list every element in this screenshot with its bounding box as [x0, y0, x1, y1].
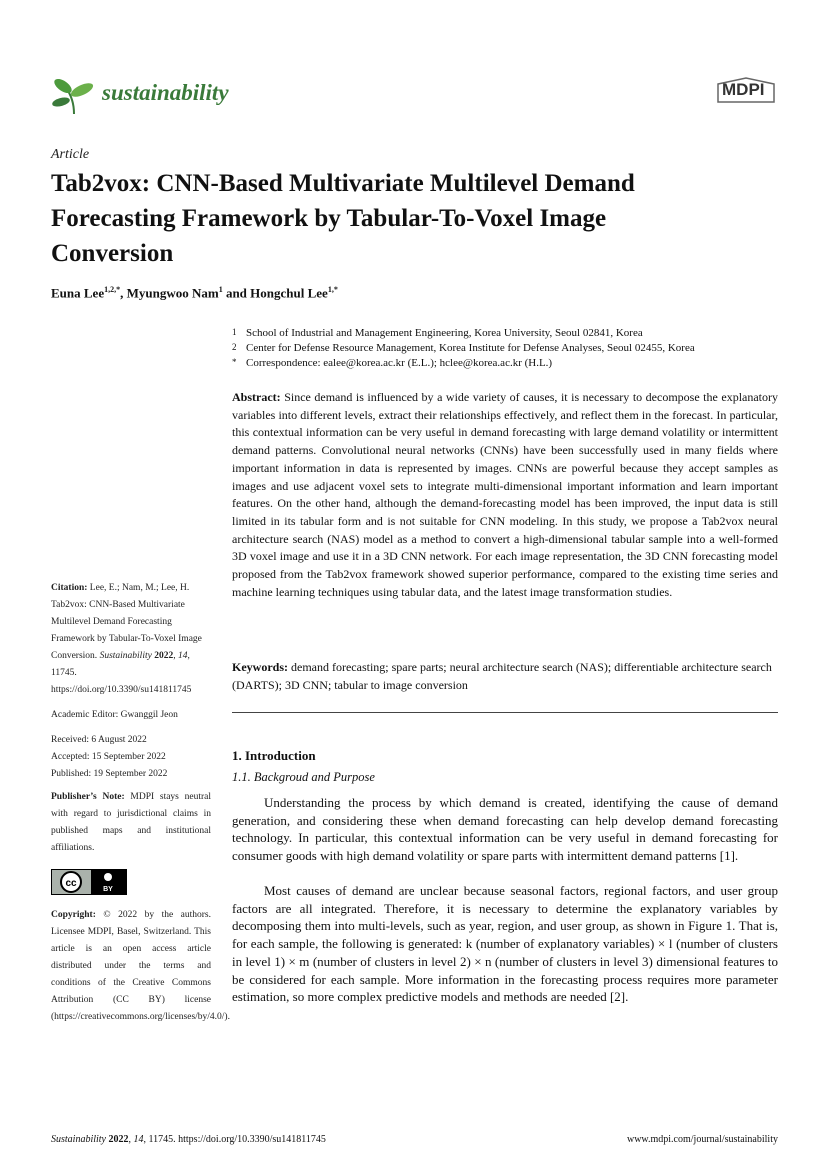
footer-year: 2022 [108, 1134, 129, 1145]
copyright-label: Copyright: [51, 910, 96, 920]
author-separator: , [120, 285, 127, 301]
author-list [51, 285, 338, 301]
affiliation-text: Center for Defense Resource Management, Korea Institute for Defense Analyses, Seoul 02455, Korea [246, 342, 695, 354]
abstract-label: Abstract: [232, 390, 281, 404]
svg-text:BY: BY [103, 886, 113, 893]
publisher-note-text: MDPI stays neutral with regard to jurisdictional claims in published maps and institutional affiliations. [51, 792, 211, 853]
footer-doi[interactable]: , 11745. https://doi.org/10.3390/su141811745 [143, 1134, 326, 1145]
author-affiliation-marks: 1 [218, 285, 223, 294]
affiliation-mark: 1 [232, 327, 237, 337]
citation-journal: Sustainability [99, 651, 152, 661]
author-affiliation-marks: 1,2,* [104, 285, 121, 294]
author-affiliation-marks: 1,* [327, 285, 338, 294]
footer-journal: Sustainability [51, 1134, 106, 1145]
body-paragraph: Most causes of demand are unclear because seasonal factors, regional factors, and user group factors are all integrated. Therefore, it is necessary to determine the explanatory variables by decomposing them into multi-levels, such as year, region, and user group, as shown in Figure 1. That is, for each sample, the following is generated: k (number of explanatory variables) × l (number of clusters in level 1) × m (number of clusters in level 2) × n (number of clusters in level 3) dimensional features to be considered for each sample. More information in the forecasting process requires more parameter estimation, so more complex predictive models and methods are needed [2]. [232, 883, 778, 1005]
footer-journal-url[interactable]: www.mdpi.com/journal/sustainability [626, 1134, 778, 1145]
author-separator: and [222, 285, 251, 301]
citation-year: 2022 [154, 651, 174, 661]
affiliation [232, 342, 695, 354]
copyright-block [51, 907, 230, 1026]
citation-label: Citation: [51, 583, 88, 593]
author-name: Hongchul Lee [250, 285, 328, 301]
section-divider [232, 712, 778, 713]
affiliation-mark: 2 [232, 342, 237, 352]
mdpi-logo-text: MDPI [722, 80, 765, 99]
accepted-date: Accepted: 15 September 2022 [51, 752, 166, 762]
copyright-text: © 2022 by the authors. Licensee MDPI, Basel, Switzerland. This article is an open access article distributed under the terms and conditions of the Creative Commons Attribution (CC BY) license (https://creativecommons.org/licenses/by/4.0/). [51, 910, 230, 1022]
dates-block [51, 732, 211, 783]
article-title: Tab2vox: CNN-Based Multivariate Multilevel Demand Forecasting Framework by Tabular-To-Voxel Image Conversion [51, 170, 635, 267]
body-paragraph: Understanding the process by which demand is created, identifying the cause of demand generation, and considering these when demand forecasting can help develop demand forecasting technology. In particular, this contextual information can be very useful in demand forecasting for consumer goods with high demand volatility or spare parts with intermittent demand patterns [1]. [232, 795, 778, 864]
footer-citation: Sustainability 2022, 14, 11745. https://doi.org/10.3390/su141811745 [51, 1134, 326, 1145]
affiliation-text: School of Industrial and Management Engineering, Korea University, Seoul 02841, Korea [246, 327, 643, 339]
section-heading: 1. Introduction [232, 748, 316, 763]
affiliation-mark: * [232, 357, 237, 367]
footer-volume: 14 [133, 1134, 144, 1145]
abstract [232, 389, 778, 601]
citation-text: Lee, E.; Nam, M.; Lee, H. Tab2vox: CNN-Based Multivariate Multilevel Demand Forecasting Framework by Tabular-To-Voxel Image Conversion. [51, 583, 202, 661]
correspondence [232, 357, 552, 369]
sustainability-leaf-icon [52, 76, 98, 116]
citation-block: Citation: Lee, E.; Nam, M.; Lee, H. Tab2vox: CNN-Based Multivariate Multilevel Demand Forecasting Framework by Tabular-To-Voxel Image Conversion. Sustainability 2022, 14, 11745. https://doi.org/10.3390/su141811745 [51, 583, 202, 695]
journal-name: sustainability [102, 80, 229, 105]
keywords-label: Keywords: [232, 660, 288, 674]
author-name: Euna Lee [51, 285, 105, 301]
publisher-note-label: Publisher’s Note: [51, 792, 125, 802]
subsection-heading: 1.1. Backgroud and Purpose [232, 770, 375, 784]
article-type: Article [51, 147, 90, 162]
svg-text:cc: cc [65, 878, 77, 889]
citation-volume: 14 [177, 651, 188, 661]
author-name: Myungwoo Nam [126, 285, 219, 301]
keywords [232, 659, 778, 694]
keywords-text: demand forecasting; spare parts; neural architecture search (NAS); differentiable architecture search (DARTS); 3D CNN; tabular to image conversion [232, 660, 772, 692]
correspondence-text: Correspondence: ealee@korea.ac.kr (E.L.); hclee@korea.ac.kr (H.L.) [246, 357, 553, 369]
academic-editor: Academic Editor: Gwanggil Jeon [51, 710, 178, 720]
received-date: Received: 6 August 2022 [51, 735, 147, 745]
cc-by-license-icon[interactable] [51, 869, 127, 895]
abstract-text: Since demand is influenced by a wide variety of causes, it is necessary to decompose the explanatory variables into different levels, extract their relationships effectively, and reflect them in the forecast. In particular, this contextual information can be very useful in demand forecasting with large demand volatility or intermittent demand patterns. Convolutional neural networks (CNNs) have been successfully used in many fields where important information in data is represented by images. CNNs are powerful because they accept samples as images and use adjacent voxel sets to integrate multi-dimensional important information and learn important features. On the other hand, although the demand-forecasting model has been improved, the input data is still limited in its tabular form and is not suitable for CNN modeling. In this study, we propose a Tab2vox neural architecture search (NAS) model as a method to convert a high-dimensional tabular sample into a well-formed 3D voxel image and use it in a 3D CNN network. For each image representation, the 3D CNN forecasting model proposed from the Tab2vox framework showed superior performance, compared to the existing time series and machine learning techniques using tabular data, and the latest image transformation studies. [232, 390, 779, 599]
citation-doi[interactable]: , 11745. https://doi.org/10.3390/su141811745 [51, 651, 192, 695]
publisher-note [51, 789, 211, 857]
published-date: Published: 19 September 2022 [51, 769, 168, 779]
affiliation [232, 327, 643, 339]
